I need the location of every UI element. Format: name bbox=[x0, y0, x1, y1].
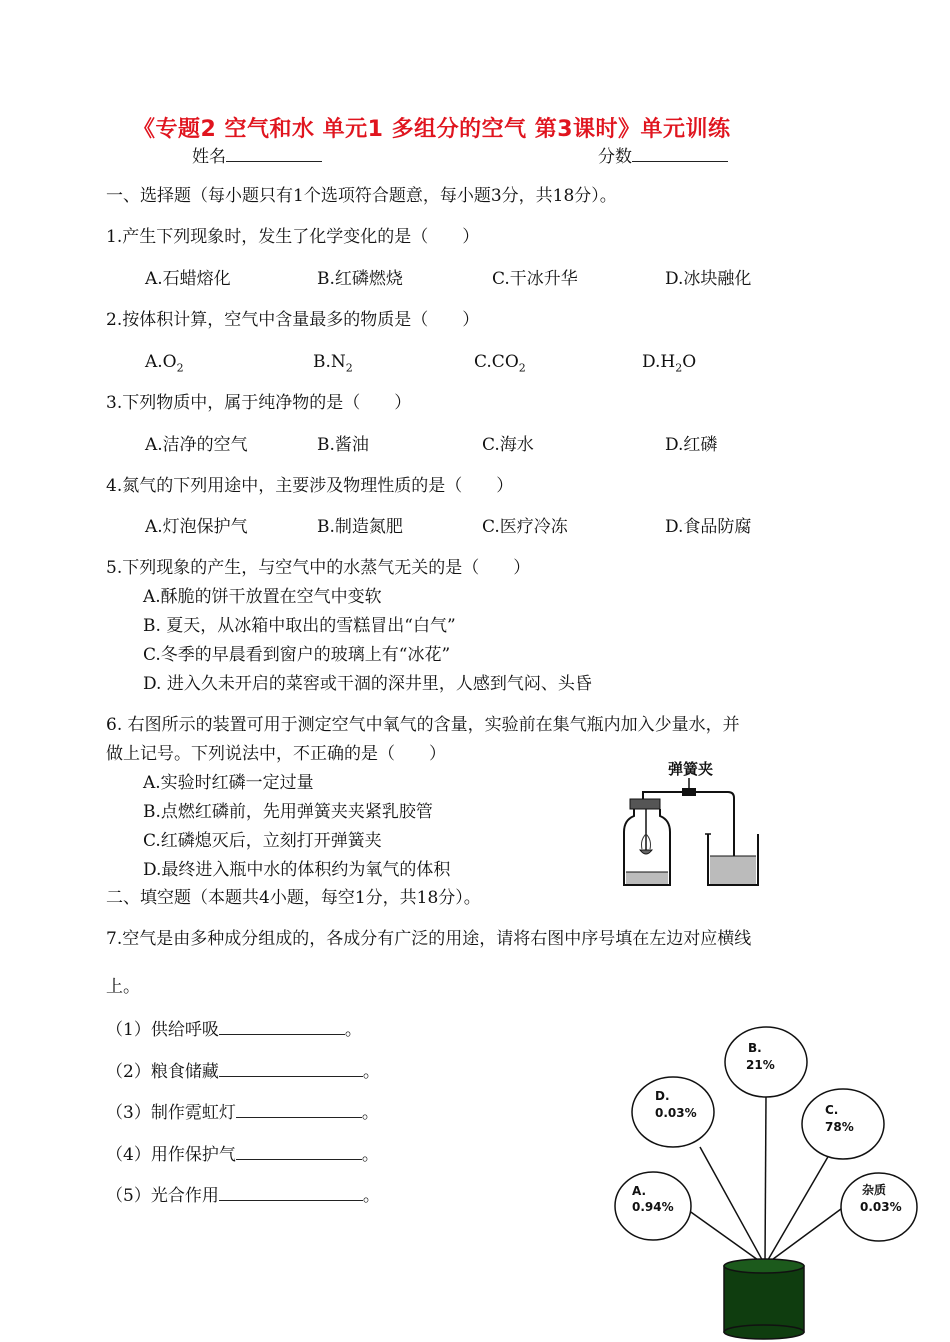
score-field bbox=[598, 144, 728, 168]
q6-option-a: A.实验时红磷一定过量 bbox=[143, 773, 314, 793]
score-blank bbox=[632, 144, 728, 162]
q3-stem: 3.下列物质中，属于纯净物的是（ ） bbox=[106, 393, 412, 413]
q6-option-d: D.最终进入瓶中水的体积约为氧气的体积 bbox=[143, 860, 451, 880]
q4-option-a: A.灯泡保护气 bbox=[145, 517, 248, 537]
q6-stem-line2: 做上记号。下列说法中，不正确的是（ ） bbox=[106, 744, 446, 764]
q4-option-c: C.医疗冷冻 bbox=[482, 517, 568, 537]
bubble-impurity-value: 0.03% bbox=[860, 1200, 902, 1214]
q1-option-b: B.红磷燃烧 bbox=[317, 269, 403, 289]
q1-option-c: C.干冰升华 bbox=[492, 269, 578, 289]
bubble-b-value: 21% bbox=[746, 1058, 775, 1072]
q7-item-2: （2）粮食储藏 。 bbox=[106, 1059, 380, 1083]
q7-item-1: （1）供给呼吸 。 bbox=[106, 1017, 362, 1041]
q7-item-5: （5）光合作用 。 bbox=[106, 1183, 380, 1207]
base-cylinder bbox=[724, 1259, 804, 1339]
name-label: 姓名 bbox=[192, 147, 226, 167]
q5-option-d: D. 进入久未开启的菜窖或干涸的深井里，人感到气闷、头昏 bbox=[143, 674, 592, 694]
q2-option-a: $A.O_2$ bbox=[145, 352, 184, 375]
q3-option-a: A.洁净的空气 bbox=[145, 435, 248, 455]
q6-stem-line1: 6. 右图所示的装置可用于测定空气中氧气的含量，实验前在集气瓶内加入少量水，并 bbox=[106, 715, 740, 735]
bubble-b-label: B. bbox=[748, 1041, 762, 1055]
q1-stem: 1.产生下列现象时，发生了化学变化的是（ ） bbox=[106, 227, 480, 247]
name-blank bbox=[226, 144, 322, 162]
bubble-d-label: D. bbox=[655, 1089, 670, 1103]
bubble-a-label: A. bbox=[632, 1184, 647, 1198]
q6-option-c: C.红磷熄灭后，立刻打开弹簧夹 bbox=[143, 831, 382, 851]
bubble-c-label: C. bbox=[825, 1103, 839, 1117]
score-label: 分数 bbox=[598, 147, 632, 167]
spring-clip-label: 弹簧夹 bbox=[668, 760, 714, 778]
answer-blank bbox=[236, 1142, 362, 1160]
page-title: 《专题2 空气和水 单元1 多组分的空气 第3课时》单元训练 bbox=[133, 117, 731, 142]
q7-item-3: （3）制作霓虹灯 。 bbox=[106, 1100, 379, 1124]
q5-option-b: B. 夏天，从冰箱中取出的雪糕冒出“白气” bbox=[143, 616, 456, 636]
answer-blank bbox=[219, 1017, 345, 1035]
name-field bbox=[192, 144, 322, 168]
oxygen-experiment-apparatus bbox=[616, 754, 766, 892]
q3-option-c: C.海水 bbox=[482, 435, 534, 455]
answer-blank bbox=[236, 1100, 362, 1118]
q1-option-d: D.冰块融化 bbox=[665, 269, 752, 289]
q7-stem-line1: 7.空气是由多种成分组成的，各成分有广泛的用途，请将右图中序号填在左边对应横线 bbox=[106, 929, 752, 949]
bubble-d-value: 0.03% bbox=[655, 1106, 697, 1120]
q3-option-d: D.红磷 bbox=[665, 435, 718, 455]
q5-stem: 5.下列现象的产生，与空气中的水蒸气无关的是（ ） bbox=[106, 558, 531, 578]
section1-heading: 一、选择题（每小题只有1个选项符合题意，每小题3分，共18分）。 bbox=[106, 186, 617, 206]
q5-option-c: C.冬季的早晨看到窗户的玻璃上有“冰花” bbox=[143, 645, 451, 665]
q7-stem-line2: 上。 bbox=[106, 977, 140, 997]
beaker-water bbox=[710, 856, 756, 884]
q6-option-b: B.点燃红磷前，先用弹簧夹夹紧乳胶管 bbox=[143, 802, 433, 822]
bubble-impurity-label: 杂质 bbox=[862, 1183, 887, 1197]
q1-option-a: A.石蜡熔化 bbox=[145, 269, 231, 289]
spring-clip-icon bbox=[682, 788, 696, 796]
q3-option-b: B.酱油 bbox=[317, 435, 369, 455]
q2-stem: 2.按体积计算，空气中含量最多的物质是（ ） bbox=[106, 310, 480, 330]
q4-option-d: D.食品防腐 bbox=[665, 517, 752, 537]
answer-blank bbox=[219, 1059, 363, 1077]
q5-option-a: A.酥脆的饼干放置在空气中变软 bbox=[143, 587, 382, 607]
bottle-water bbox=[626, 872, 668, 884]
bubble-c-value: 78% bbox=[825, 1120, 854, 1134]
q4-stem: 4.氮气的下列用途中，主要涉及物理性质的是（ ） bbox=[106, 476, 514, 496]
q2-option-d: $D.H_2O$ bbox=[642, 352, 697, 375]
answer-blank bbox=[219, 1183, 363, 1201]
section2-heading: 二、填空题（本题共4小题，每空1分，共18分）。 bbox=[106, 888, 481, 908]
q2-option-b: $B.N_2$ bbox=[313, 352, 353, 375]
q4-option-b: B.制造氮肥 bbox=[317, 517, 403, 537]
q7-item-4: （4）用作保护气 。 bbox=[106, 1142, 379, 1166]
bubble-a-value: 0.94% bbox=[632, 1200, 674, 1214]
q2-option-c: $C.CO_2$ bbox=[474, 352, 526, 375]
air-composition-diagram bbox=[600, 1020, 930, 1342]
red-phosphorus bbox=[640, 850, 652, 854]
stopper bbox=[630, 799, 660, 809]
